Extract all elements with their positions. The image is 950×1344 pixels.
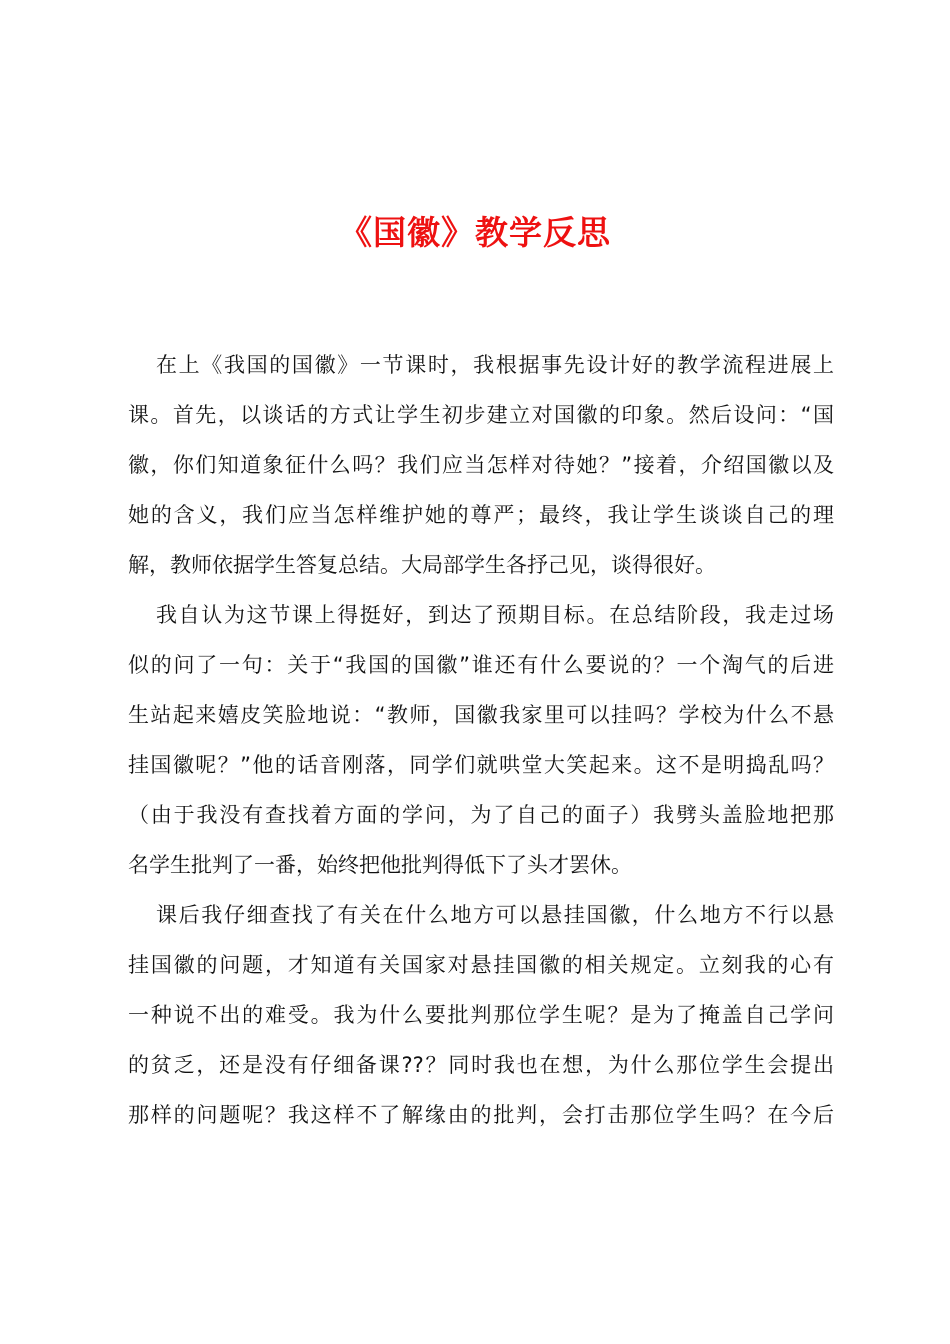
text-line: 课后我仔细查找了有关在什么地方可以悬挂国徽，什么地方不行以悬	[156, 903, 834, 927]
document-body	[128, 340, 834, 1140]
text-line: 的贫乏，还是没有仔细备课??？同时我也在想，为什么那位学生会提出	[128, 1053, 834, 1077]
text-line: 她的含义，我们应当怎样维护她的尊严；最终，我让学生谈谈自己的理	[128, 503, 834, 527]
document-title: 《国徽》教学反思	[339, 213, 611, 252]
text-line: 挂国徽的问题，才知道有关国家对悬挂国徽的相关规定。立刻我的心有	[128, 953, 834, 977]
text-line: 那样的问题呢？我这样不了解缘由的批判，会打击那位学生吗？在今后	[128, 1103, 834, 1127]
text-line: 课。首先，以谈话的方式让学生初步建立对国徽的印象。然后设问：“国	[128, 403, 834, 427]
paragraph-2	[128, 590, 834, 890]
text-line: 徽，你们知道象征什么吗？我们应当怎样对待她？”接着，介绍国徽以及	[128, 453, 834, 477]
text-line: 似的问了一句：关于“我国的国徽”谁还有什么要说的？一个淘气的后进	[128, 653, 834, 677]
text-line: 我自认为这节课上得挺好，到达了预期目标。在总结阶段，我走过场	[156, 603, 834, 627]
text-line: 解，教师依据学生答复总结。大局部学生各抒己见，谈得很好。	[128, 553, 716, 577]
text-line: 挂国徽呢？”他的话音刚落，同学们就哄堂大笑起来。这不是明捣乱吗？	[128, 753, 834, 777]
paragraph-3	[128, 890, 834, 1140]
text-line: 一种说不出的难受。我为什么要批判那位学生呢？是为了掩盖自己学问	[128, 1003, 834, 1027]
text-line: （由于我没有查找着方面的学问，为了自己的面子）我劈头盖脸地把那	[128, 803, 834, 827]
text-line: 名学生批判了一番，始终把他批判得低下了头才罢休。	[128, 853, 632, 877]
text-line: 在上《我国的国徽》一节课时，我根据事先设计好的教学流程进展上	[156, 353, 834, 377]
text-line: 生站起来嬉皮笑脸地说：“教师，国徽我家里可以挂吗？学校为什么不悬	[128, 703, 834, 727]
paragraph-1	[128, 340, 834, 590]
